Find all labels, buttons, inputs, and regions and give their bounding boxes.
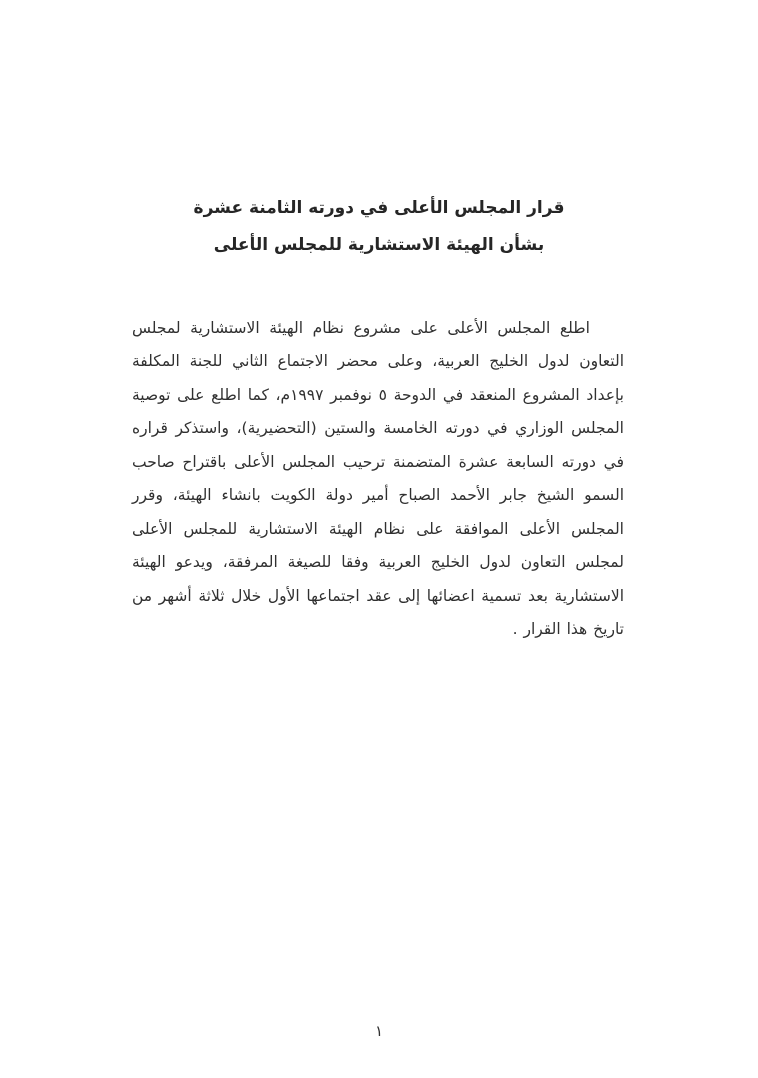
document-body	[132, 296, 624, 662]
page-number: ١	[374, 1022, 384, 1040]
document-title	[0, 190, 758, 264]
body-paragraph: اطلع المجلس الأعلى على مشروع نظام الهيئة الاستشارية لمجلس التعاون لدول الخليج العربية، وعلى محضر الاجتماع الثاني للجنة المكلفة بإعداد المشروع المنعقد في الدوحة ٥ نوفمبر ١٩٩٧م، كما اطلع على توصية المجلس الوزاري في دورته الخامسة والستين (التحضيرية)، واستذكر قراره في دورته السابعة عشرة المتضمنة ترحيب المجلس الأعلى باقتراح صاحب السمو الشيخ جابر الأحمد الصباح أمير دولة الكويت بانشاء الهيئة، وقرر المجلس الأعلى الموافقة على نظام الهيئة الاستشارية للمجلس الأعلى لمجلس التعاون لدول الخليج العربية وفقا للصيغة المرفقة، ويدعو الهيئة الاستشارية بعد تسمية اعضائها إلى عقد اجتماعها الأول خلال ثلاثة أشهر من تاريخ هذا القرار .	[132, 318, 624, 638]
title-line-1: قرار المجلس الأعلى في دورته الثامنة عشرة	[193, 198, 565, 218]
title-line-2: بشأن الهيئة الاستشارية للمجلس الأعلى	[213, 235, 545, 255]
